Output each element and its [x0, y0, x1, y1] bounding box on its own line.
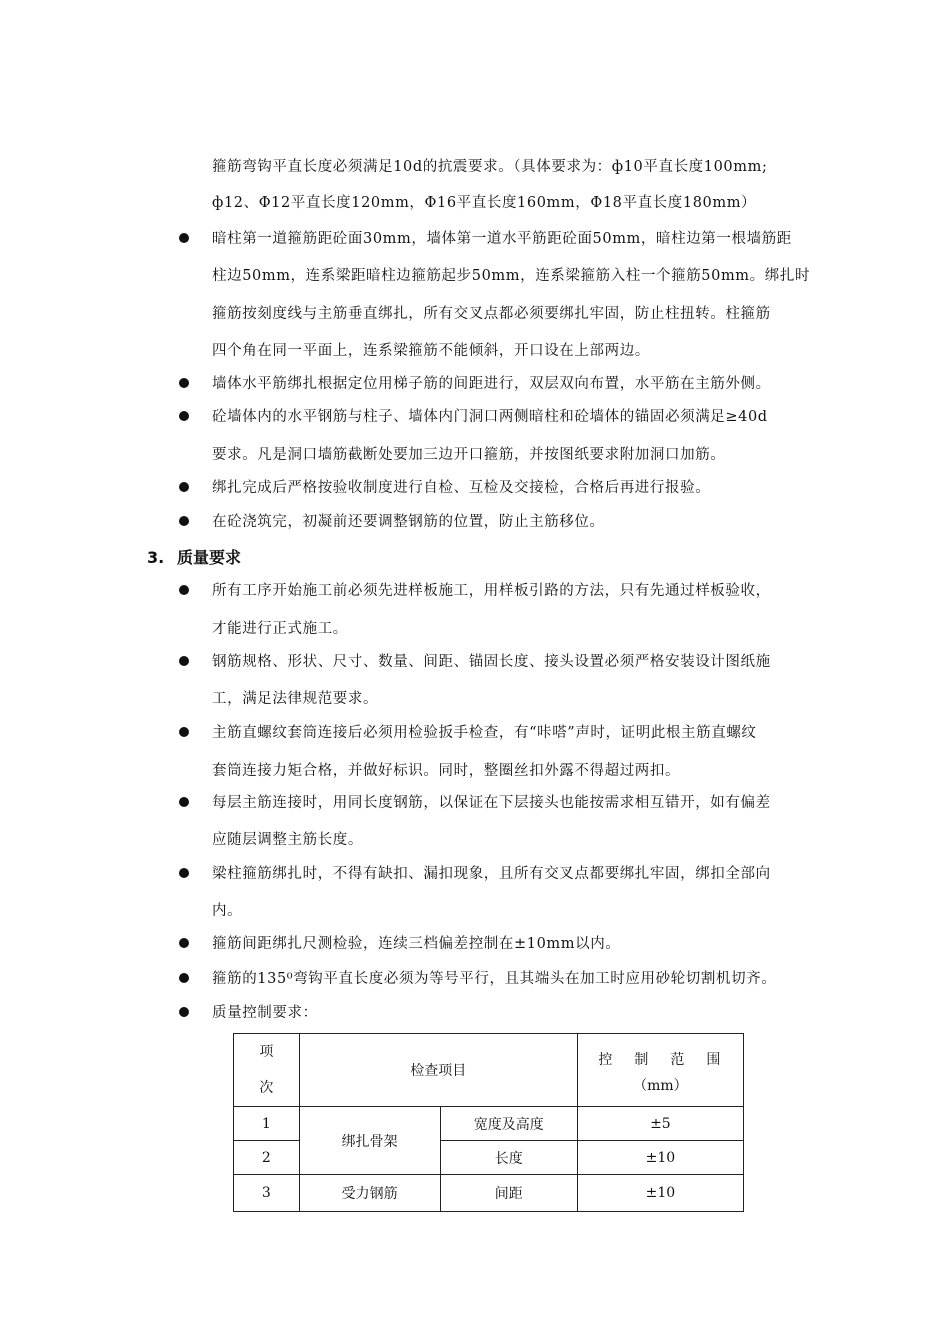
text-line: 内。: [212, 903, 243, 919]
bullet-icon: [179, 797, 189, 807]
header-text: 次: [259, 1080, 274, 1096]
table-header-row: [234, 1034, 744, 1107]
text-line: 在砼浇筑完，初凝前还要调整钢筋的位置，防止主筋移位。: [212, 514, 605, 530]
text-line: 所有工序开始施工前必须先进样板施工，用样板引路的方法，只有先通过样板验收，: [212, 583, 771, 599]
header-text: 控制范围: [598, 1052, 743, 1068]
text-line: 每层主筋连接时，用同长度钢筋，以保证在下层接头也能按需求相互错开，如有偏差: [212, 795, 771, 811]
bullet-icon: [179, 727, 189, 737]
text-line: 应随层调整主筋长度。: [212, 832, 363, 848]
bullet-icon: [179, 585, 189, 595]
text-line: 墙体水平筋绑扎根据定位用梯子筋的间距进行，双层双向布置，水平筋在主筋外侧。: [212, 376, 771, 392]
text-line: 主筋直螺纹套筒连接后必须用检验扳手检查，有“咔嗒”声时，证明此根主筋直螺纹: [212, 725, 757, 741]
bullet-icon: [179, 482, 189, 492]
cell-range: ±5: [577, 1107, 743, 1141]
quality-table: [233, 1033, 744, 1212]
text-line: 柱边50mm，连系梁距暗柱边箍筋起步50mm，连系梁箍筋入柱一个箍筋50mm。绑扎时: [212, 268, 811, 284]
table-row: [234, 1107, 744, 1141]
text-line: 质量控制要求：: [212, 1005, 318, 1021]
bullet-icon: [179, 938, 189, 948]
bullet-icon: [179, 233, 189, 243]
text-line: 钢筋规格、形状、尺寸、数量、间距、锚固长度、接头设置必须严格安装设计图纸施: [212, 654, 771, 670]
text-line: 箍筋弯钩平直长度必须满足10d的抗震要求。（具体要求为：ф10平直长度100mm;: [212, 159, 768, 175]
text-line: 绑扎完成后严格按验收制度进行自检、互检及交接检，合格后再进行报验。: [212, 480, 711, 496]
text-line: 四个角在同一平面上，连系梁箍筋不能倾斜，开口设在上部两边。: [212, 343, 650, 359]
text-line: 箍筋的135⁰弯钩平直长度必须为等号平行，且其端头在加工时应用砂轮切割机切齐。: [212, 971, 777, 987]
bullet-icon: [179, 656, 189, 666]
text-line: 箍筋按刻度线与主筋垂直绑扎，所有交叉点都必须要绑扎牢固，防止柱扭转。柱箍筋: [212, 306, 771, 322]
text-line: 才能进行正式施工。: [212, 621, 348, 637]
cell-group: 受力钢筋: [299, 1175, 440, 1212]
text-line: 砼墙体内的水平钢筋与柱子、墙体内门洞口两侧暗柱和砼墙体的锚固必须满足≥40d: [212, 409, 768, 425]
cell-group: 绑扎骨架: [299, 1107, 440, 1175]
cell-no: 2: [234, 1141, 300, 1175]
bullet-icon: [179, 973, 189, 983]
table-row: [234, 1175, 744, 1212]
text-line: 工，满足法律规范要求。: [212, 691, 379, 707]
cell-item: 间距: [440, 1175, 577, 1212]
text-line: 暗柱第一道箍筋距砼面30mm，墙体第一道水平筋距砼面50mm，暗柱边第一根墙筋距: [212, 231, 792, 247]
header-text: （mm）: [633, 1078, 688, 1094]
text-line: ф12、Φ12平直长度120mm，Φ16平直长度160mm，Φ18平直长度180mm）: [212, 195, 757, 211]
header-item-no: [234, 1034, 300, 1107]
header-text: 项: [259, 1044, 274, 1060]
text-line: 套筒连接力矩合格，并做好标识。同时，整圈丝扣外露不得超过两扣。: [212, 763, 681, 779]
cell-item: 宽度及高度: [440, 1107, 577, 1141]
text-line: 箍筋间距绑扎尺测检验，连续三档偏差控制在±10mm以内。: [212, 936, 621, 952]
cell-item: 长度: [440, 1141, 577, 1175]
header-check-item: 检查项目: [299, 1034, 577, 1107]
cell-no: 1: [234, 1107, 300, 1141]
header-control-range: [577, 1034, 743, 1107]
bullet-icon: [179, 868, 189, 878]
cell-range: ±10: [577, 1175, 743, 1212]
bullet-icon: [179, 516, 189, 526]
bullet-icon: [179, 378, 189, 388]
bullet-icon: [179, 1007, 189, 1017]
section-title: 质量要求: [177, 548, 242, 567]
text-line: 要求。凡是洞口墙筋截断处要加三边开口箍筋，并按图纸要求附加洞口加筋。: [212, 447, 726, 463]
cell-range: ±10: [577, 1141, 743, 1175]
section-number: 3.: [147, 548, 165, 567]
text-line: 梁柱箍筋绑扎时，不得有缺扣、漏扣现象，且所有交叉点都要绑扎牢固，绑扣全部向: [212, 866, 771, 882]
section-heading: [147, 545, 241, 568]
cell-no: 3: [234, 1175, 300, 1212]
bullet-icon: [179, 411, 189, 421]
